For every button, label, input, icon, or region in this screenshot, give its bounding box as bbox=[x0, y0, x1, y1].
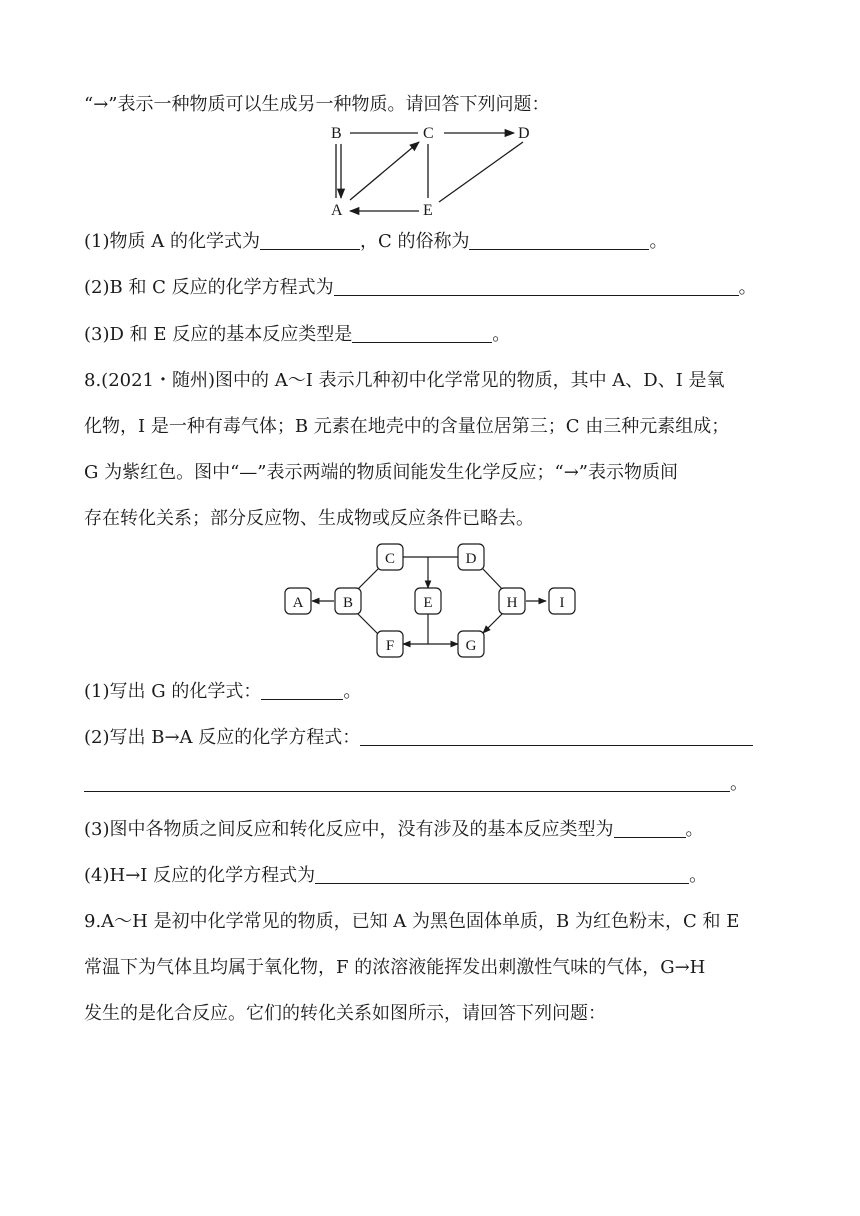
answer-blank[interactable] bbox=[360, 727, 753, 746]
node-f bbox=[377, 631, 403, 657]
node-c: C bbox=[423, 125, 434, 142]
answer-blank[interactable] bbox=[352, 324, 492, 343]
node-b: B bbox=[331, 125, 342, 142]
q8-sub2-cont: 。 bbox=[84, 772, 748, 796]
answer-blank[interactable] bbox=[315, 865, 689, 884]
q9-line-3: 发生的是化合反应。它们的转化关系如图所示，请回答下列问题： bbox=[84, 1003, 606, 1024]
node-h bbox=[499, 588, 525, 614]
svg-text:F: F bbox=[385, 638, 395, 654]
intro-text: “→”表示一种物质可以生成另一种物质。请回答下列问题： bbox=[84, 94, 550, 115]
node-b bbox=[335, 588, 361, 614]
q8-sub3: (3)图中各物质之间反应和转化反应中，没有涉及的基本反应类型为 。 bbox=[84, 819, 704, 840]
svg-text:E: E bbox=[423, 595, 433, 611]
answer-blank[interactable] bbox=[334, 277, 739, 296]
node-c bbox=[377, 544, 403, 570]
reaction-diagram-1 bbox=[320, 122, 560, 222]
svg-text:C: C bbox=[384, 551, 396, 567]
answer-blank[interactable] bbox=[260, 231, 360, 250]
q7-part1: (1)物质 A 的化学式为 ，C 的俗称为 。 bbox=[84, 231, 668, 252]
answer-blank[interactable] bbox=[84, 773, 730, 792]
node-e bbox=[415, 588, 441, 614]
reaction-diagram-2 bbox=[278, 539, 598, 669]
node-g bbox=[458, 631, 484, 657]
q7-part3: (3)D 和 E 反应的基本反应类型是 。 bbox=[84, 324, 511, 345]
answer-blank[interactable] bbox=[469, 231, 649, 250]
answer-blank[interactable] bbox=[261, 681, 343, 700]
svg-text:G: G bbox=[465, 638, 477, 654]
q8-line-3: G 为紫红色。图中“—”表示两端的物质间能发生化学反应；“→”表示物质间 bbox=[84, 462, 678, 483]
svg-text:H: H bbox=[506, 595, 518, 611]
q8-sub2: (2)写出 B→A 反应的化学方程式： bbox=[84, 726, 753, 750]
q8-sub4: (4)H→I 反应的化学方程式为 。 bbox=[84, 865, 708, 886]
svg-text:I: I bbox=[559, 595, 565, 611]
q8-sub1: (1)写出 G 的化学式： 。 bbox=[84, 681, 362, 702]
q9-line-2: 常温下为气体且均属于氧化物，F 的浓溶液能挥发出刺激性气味的气体，G→H bbox=[84, 957, 706, 978]
answer-blank[interactable] bbox=[614, 819, 686, 838]
node-a: A bbox=[331, 202, 343, 219]
node-d bbox=[458, 544, 484, 570]
svg-text:D: D bbox=[465, 551, 477, 567]
node-e: E bbox=[423, 202, 433, 219]
q8-line-4: 存在转化关系；部分反应物、生成物或反应条件已略去。 bbox=[84, 508, 534, 529]
svg-text:B: B bbox=[342, 595, 354, 611]
node-d: D bbox=[518, 125, 530, 142]
svg-text:A: A bbox=[292, 595, 304, 611]
q7-part2: (2)B 和 C 反应的化学方程式为 。 bbox=[84, 277, 757, 298]
node-i bbox=[549, 588, 575, 614]
q8-line-2: 化物，I 是一种有毒气体；B 元素在地壳中的含量位居第三；C 由三种元素组成； bbox=[84, 416, 730, 437]
q8-line-1: 8.(2021・随州)图中的 A～I 表示几种初中化学常见的物质，其中 A、D、I 是氧 bbox=[84, 370, 725, 391]
q9-line-1: 9.A～H 是初中化学常见的物质，已知 A 为黑色固体单质，B 为红色粉末，C 和 E bbox=[84, 911, 740, 932]
node-a bbox=[285, 588, 311, 614]
